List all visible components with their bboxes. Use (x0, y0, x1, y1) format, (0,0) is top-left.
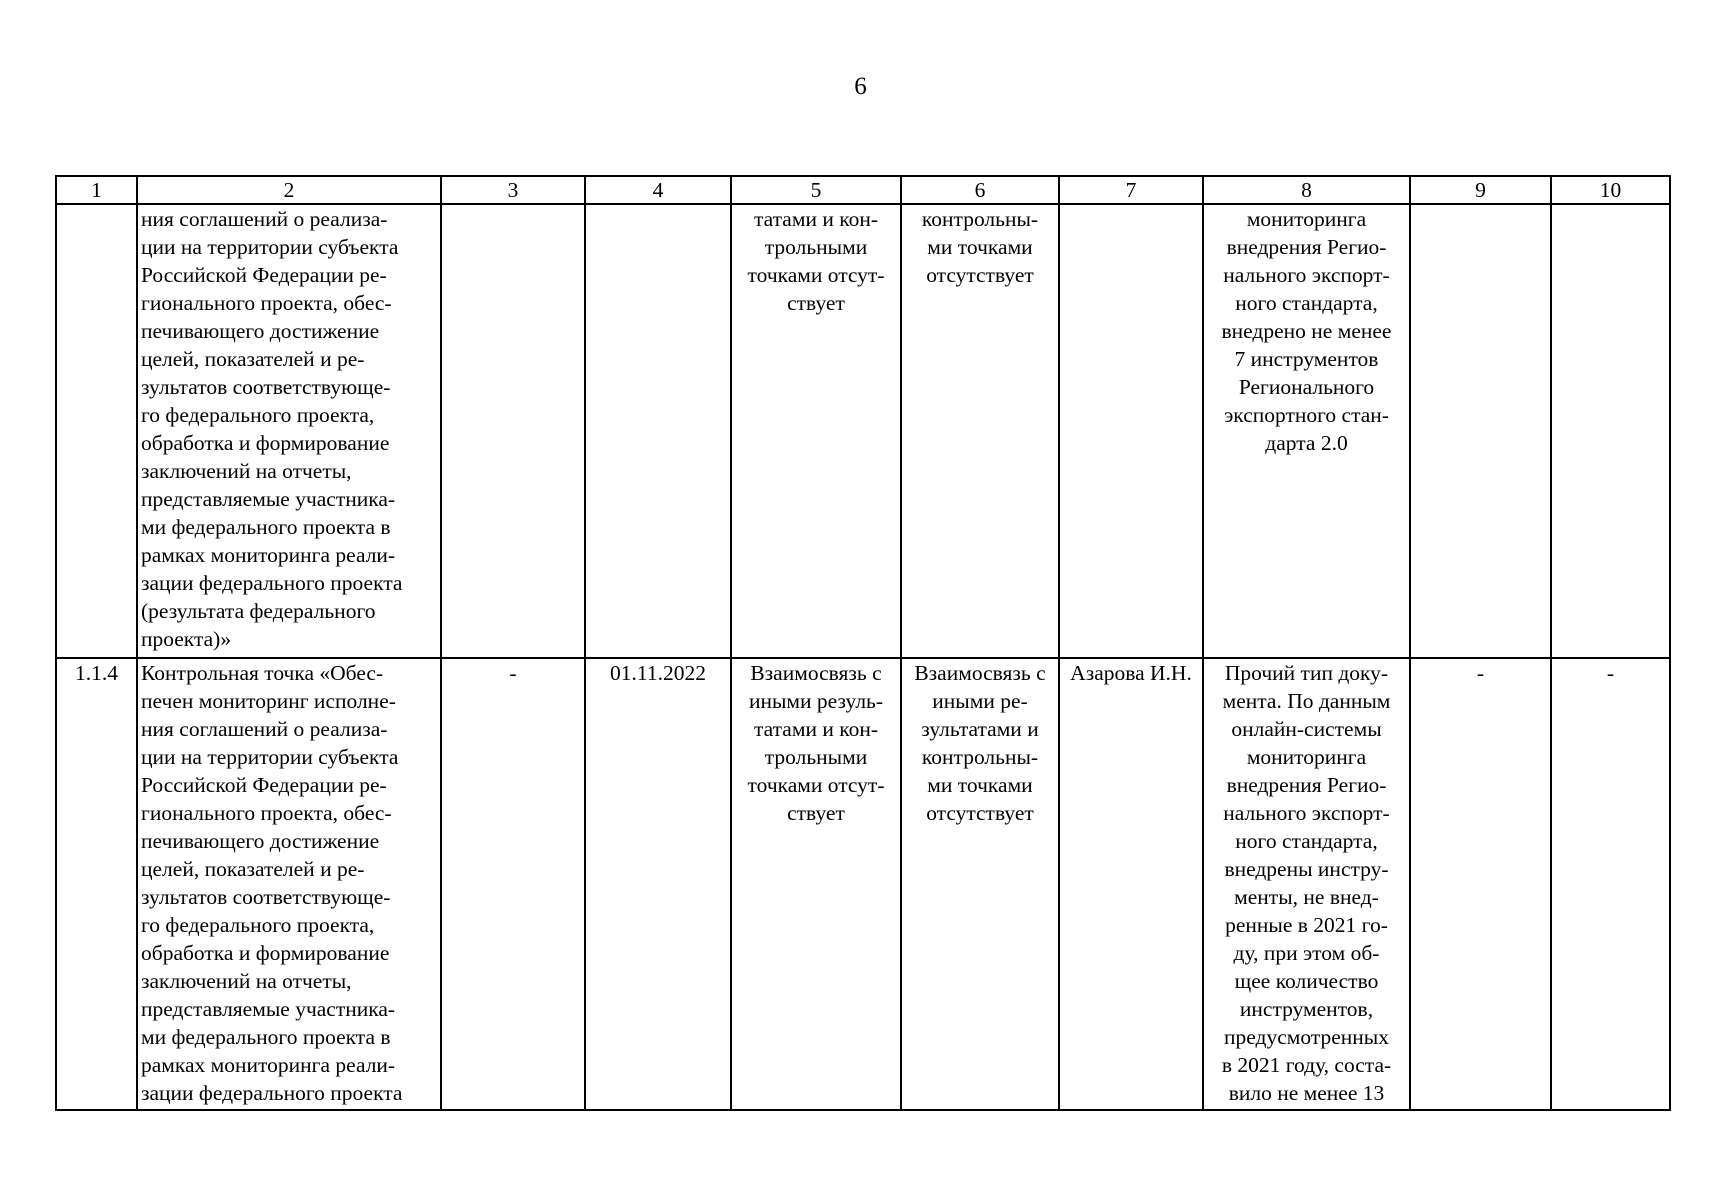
cell-text-line: ми федерального проекта в (141, 1025, 391, 1049)
cell-text-line: зультатами и (921, 717, 1039, 741)
cell-text-line: ции на территории субъекта (141, 745, 399, 769)
column-header-3: 3 (441, 176, 585, 204)
cell-text-line: ного стандарта, (1235, 291, 1378, 315)
cell-text-line: 01.11.2022 (610, 661, 706, 685)
cell-responsible (1059, 204, 1203, 658)
cell-date (585, 658, 731, 1110)
cell-text-line: точками отсут- (747, 773, 885, 797)
cell-text-line: ми федерального проекта в (141, 515, 391, 539)
cell-text-line: зультатов соответствующе- (141, 885, 391, 909)
cell-text-line: го федерального проекта, (141, 913, 375, 937)
column-header-5: 5 (731, 176, 901, 204)
cell-text-line: татами и кон- (754, 717, 878, 741)
cell-text-line: отсутствует (926, 801, 1034, 825)
cell-text-line: обработка и формирование (141, 941, 390, 965)
column-header-6: 6 (901, 176, 1059, 204)
cell-text-line: ния соглашений о реализа- (141, 717, 388, 741)
cell-text-line: ствует (787, 291, 845, 315)
cell-text-line: контрольны- (921, 207, 1039, 231)
cell-text-line: представляемые участника- (141, 487, 396, 511)
cell-text-line: го федерального проекта, (141, 403, 375, 427)
cell-text-line: зации федерального проекта (141, 1081, 403, 1105)
document-table (55, 175, 1671, 1111)
cell-text-line: рамках мониторинга реали- (141, 543, 396, 567)
cell-text-line: заключений на отчеты, (141, 969, 352, 993)
cell-text-line: обработка и формирование (141, 431, 390, 455)
cell-relation-results (731, 658, 901, 1110)
cell-text-line: Взаимосвязь с (914, 661, 1046, 685)
column-header-2: 2 (137, 176, 441, 204)
cell-text-line: - (1606, 661, 1615, 685)
cell-text-line: точками отсут- (747, 263, 885, 287)
cell-text-line: татами и кон- (754, 207, 878, 231)
cell-text-line: 1.1.4 (75, 661, 118, 685)
cell-text-line: внедрено не менее (1221, 319, 1392, 343)
cell-text-line: внедрения Регио- (1226, 773, 1387, 797)
header-row (56, 176, 1670, 204)
cell-col10 (1551, 204, 1670, 658)
column-header-8: 8 (1203, 176, 1410, 204)
cell-text-line: инструментов, (1239, 997, 1374, 1021)
cell-text-line: менты, не внед- (1234, 885, 1379, 909)
cell-text-line: мониторинга (1246, 745, 1367, 769)
cell-text-line: ми точками (927, 235, 1033, 259)
table-row-1-1-4 (56, 658, 1670, 1110)
page-number: 6 (854, 73, 867, 100)
cell-text-line: отсутствует (926, 263, 1034, 287)
cell-text-line: внедрения Регио- (1226, 235, 1387, 259)
cell-text-line: представляемые участника- (141, 997, 396, 1021)
cell-description (137, 658, 441, 1110)
column-header-10: 10 (1551, 176, 1670, 204)
cell-document-type (1203, 658, 1410, 1110)
cell-text-line: рамках мониторинга реали- (141, 1053, 396, 1077)
cell-text-line: ренные в 2021 го- (1225, 913, 1388, 937)
cell-text-line: целей, показателей и ре- (141, 347, 365, 371)
cell-text-line: мента. По данным (1222, 689, 1391, 713)
cell-text-line: печивающего достижение (141, 319, 380, 343)
cell-col10 (1551, 658, 1670, 1110)
cell-text-line: ду, при этом об- (1233, 941, 1380, 965)
cell-text-line: иными резуль- (748, 689, 884, 713)
column-header-9: 9 (1410, 176, 1551, 204)
cell-text-line: 7 инструментов (1234, 347, 1379, 371)
cell-text-line: внедрены инстру- (1224, 857, 1389, 881)
cell-text-line: щее количество (1234, 969, 1379, 993)
cell-text-line: трольными (764, 745, 868, 769)
cell-text-line: нального экспорт- (1223, 801, 1390, 825)
cell-text-line: предусмотренных (1224, 1025, 1389, 1049)
cell-text-line: целей, показателей и ре- (141, 857, 365, 881)
cell-text-line: Азарова И.Н. (1070, 661, 1192, 685)
cell-col9 (1410, 204, 1551, 658)
cell-text-line: - (1476, 661, 1485, 685)
cell-text-line: гионального проекта, обес- (141, 801, 392, 825)
cell-text-line: Контрольная точка «Обес- (141, 661, 384, 685)
cell-text-line: иными ре- (932, 689, 1028, 713)
cell-text-line: экспортного стан- (1224, 403, 1389, 427)
cell-text-line: ствует (787, 801, 845, 825)
cell-number (56, 204, 137, 658)
cell-text-line: Прочий тип доку- (1224, 661, 1389, 685)
cell-text-line: печен мониторинг исполне- (141, 689, 396, 713)
cell-responsible (1059, 658, 1203, 1110)
cell-text-line: Регионального (1238, 375, 1375, 399)
cell-text-line: (результата федерального (141, 599, 376, 623)
cell-col3 (441, 204, 585, 658)
cell-col9 (1410, 658, 1551, 1110)
cell-text-line: трольными (764, 235, 868, 259)
table-row-continuation (56, 204, 1670, 658)
cell-text-line: заключений на отчеты, (141, 459, 352, 483)
cell-text-line: мониторинга (1246, 207, 1367, 231)
cell-text-line: зации федерального проекта (141, 571, 403, 595)
cell-text-line: нального экспорт- (1223, 263, 1390, 287)
cell-col3 (441, 658, 585, 1110)
cell-text-line: ми точками (927, 773, 1033, 797)
cell-text-line: дарта 2.0 (1265, 431, 1348, 455)
column-header-7: 7 (1059, 176, 1203, 204)
cell-document-type (1203, 204, 1410, 658)
cell-text-line: вило не менее 13 (1228, 1081, 1385, 1105)
cell-text-line: - (509, 661, 517, 685)
column-header-4: 4 (585, 176, 731, 204)
column-header-1: 1 (56, 176, 137, 204)
cell-number (56, 658, 137, 1110)
cell-text-line: ного стандарта, (1235, 829, 1378, 853)
cell-text-line: в 2021 году, соста- (1221, 1053, 1392, 1077)
cell-text-line: ции на территории субъекта (141, 235, 399, 259)
cell-text-line: Российской Федерации ре- (141, 773, 387, 797)
cell-text-line: контрольны- (921, 745, 1039, 769)
cell-text-line: печивающего достижение (141, 829, 380, 853)
cell-text-line: онлайн-системы (1231, 717, 1382, 741)
cell-text-line: Российской Федерации ре- (141, 263, 387, 287)
cell-description (137, 204, 441, 658)
cell-text-line: проекта)» (141, 627, 232, 651)
cell-relation-checkpoints (901, 658, 1059, 1110)
cell-text-line: гионального проекта, обес- (141, 291, 392, 315)
cell-relation-results (731, 204, 901, 658)
cell-text-line: Взаимосвязь с (750, 661, 882, 685)
cell-text-line: зультатов соответствующе- (141, 375, 391, 399)
cell-text-line: ния соглашений о реализа- (141, 207, 388, 231)
cell-date (585, 204, 731, 658)
cell-relation-checkpoints (901, 204, 1059, 658)
